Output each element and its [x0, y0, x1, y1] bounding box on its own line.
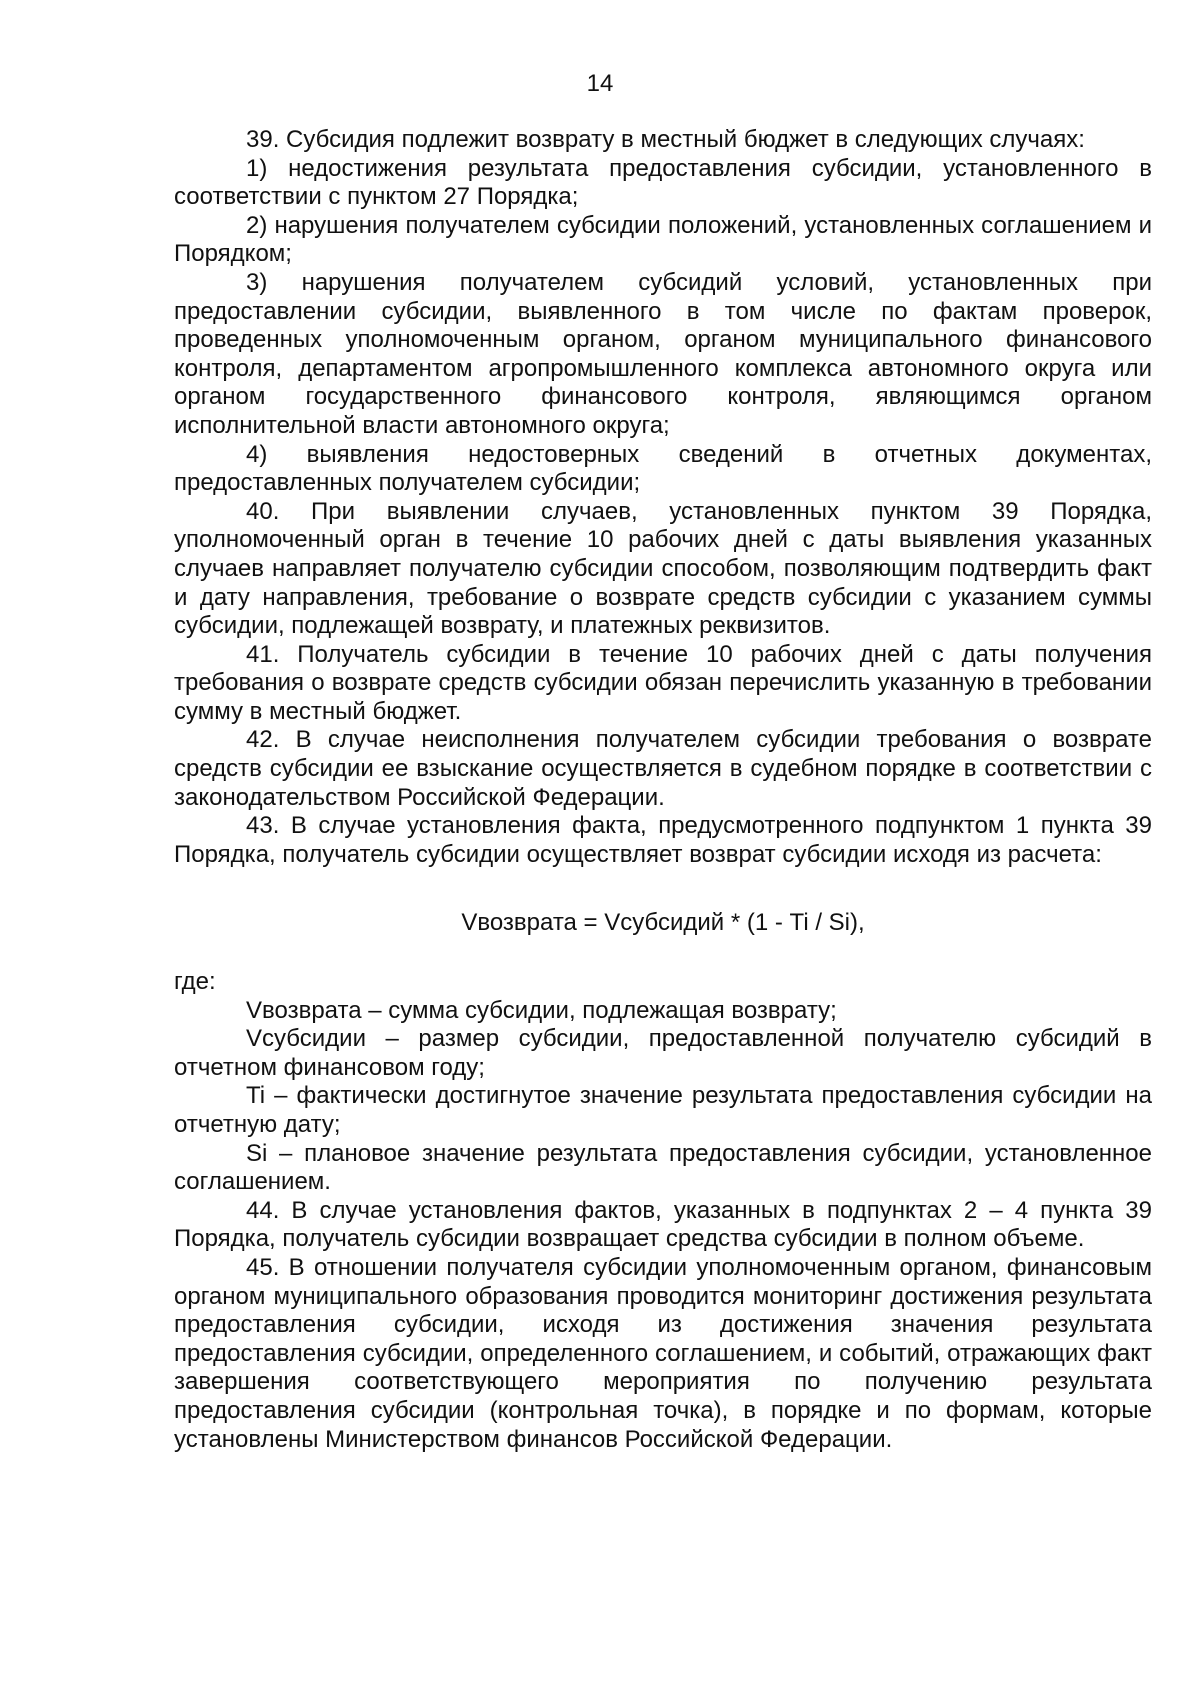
paragraph-39-item-1: 1) недостижения результата предоставления субсидии, установленного в соответствии с пунктом 27 Порядка;: [174, 154, 1152, 211]
page-number: 14: [586, 70, 614, 97]
paragraph-41: 41. Получатель субсидии в течение 10 рабочих дней с даты получения требования о возврате средств субсидии обязан перечислить указанную в требовании сумму в местный бюджет.: [174, 640, 1152, 725]
paragraph-39-item-4: 4) выявления недостоверных сведений в отчетных документах, предоставленных получателем субсидии;: [174, 440, 1152, 497]
paragraph-42: 42. В случае неисполнения получателем субсидии требования о возврате средств субсидии ее взыскание осуществляется в судебном порядке в соответствии с законодательством Российской Федерации.: [174, 726, 1152, 811]
definition-ti: Ti – фактически достигнутое значение результата предоставления субсидии на отчетную дату;: [174, 1082, 1152, 1138]
paragraph-40: 40. При выявлении случаев, установленных пунктом 39 Порядка, уполномоченный орган в течение 10 рабочих дней с даты выявления указанных случаев направляет получателю субсидии способом, позволяющим подтвердить факт и дату направления, требование о возврате средств субсидии с указанием суммы субсидии, подлежащей возврату, и платежных реквизитов.: [174, 497, 1152, 640]
definition-v-subsidy: Vсубсидии – размер субсидии, предоставленной получателю субсидий в отчетном финансовом году;: [174, 1025, 1152, 1081]
document-body: [174, 126, 1152, 1454]
paragraph-43: 43. В случае установления факта, предусмотренного подпунктом 1 пункта 39 Порядка, получатель субсидии осуществляет возврат субсидии исходя из расчета:: [174, 812, 1152, 868]
paragraph-39-item-3: 3) нарушения получателем субсидий условий, установленных при предоставлении субсидии, выявленного в том числе по фактам проверок, проведенных уполномоченным органом, органом муниципального финансового контроля, департаментом агропромышленного комплекса автономного округа или органом государственного финансового контроля, являющимся органом исполнительной власти автономного округа;: [174, 268, 1152, 439]
paragraph-39-item-2: 2) нарушения получателем субсидии положений, установленных соглашением и Порядком;: [174, 211, 1152, 268]
where-label: где:: [174, 968, 216, 996]
definition-v-refund: Vвозврата – сумма субсидии, подлежащая возврату;: [246, 996, 837, 1024]
refund-formula: Vвозврата = Vсубсидий * (1 - Ti / Si),: [461, 909, 865, 937]
paragraph-44: 44. В случае установления фактов, указанных в подпунктах 2 – 4 пункта 39 Порядка, получатель субсидии возвращает средства субсидии в полном объеме.: [174, 1196, 1152, 1253]
definition-si: Si – плановое значение результата предоставления субсидии, установленное соглашением.: [174, 1139, 1152, 1196]
paragraph-45: 45. В отношении получателя субсидии уполномоченным органом, финансовым органом муниципального образования проводится мониторинг достижения результата предоставления субсидии, исходя из достижения значения результата предоставления субсидии, определенного соглашением, и событий, отражающих факт завершения соответствующего мероприятия по получению результата предоставления субсидии (контрольная точка), в порядке и по формам, которые установлены Министерством финансов Российской Федерации.: [174, 1253, 1152, 1453]
paragraph-39: 39. Субсидия подлежит возврату в местный бюджет в следующих случаях:: [246, 126, 1085, 153]
